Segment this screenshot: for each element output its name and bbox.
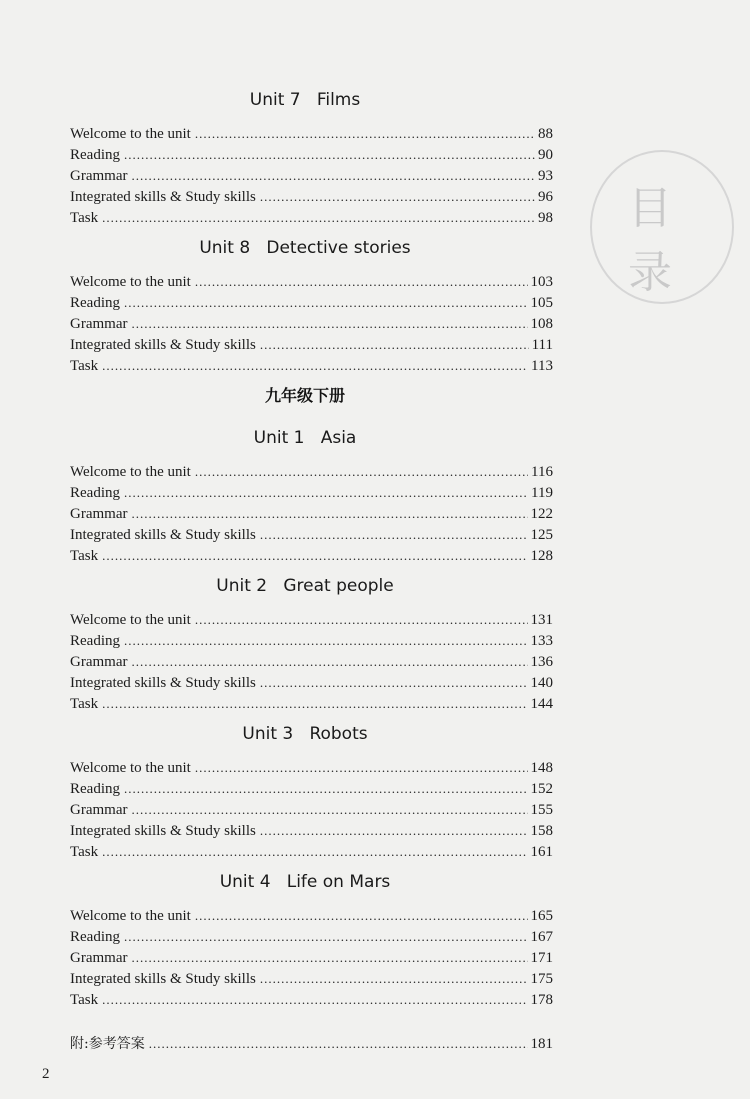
entry-label: Task	[70, 548, 99, 564]
entry-label: Reading	[70, 485, 120, 501]
entry-label: Task	[70, 696, 99, 712]
entry-label: Welcome to the unit	[70, 760, 191, 776]
entry-page-number: 88	[538, 126, 553, 142]
entry-page-number: 128	[530, 548, 553, 564]
toc-entry[interactable]	[70, 778, 553, 799]
entry-label: Grammar	[70, 654, 128, 670]
unit-heading	[0, 576, 610, 596]
entry-label: Task	[70, 210, 99, 226]
dot-leader	[102, 355, 528, 376]
entry-label: Integrated skills & Study skills	[70, 823, 256, 839]
toc-entry[interactable]	[70, 905, 553, 926]
toc-entry[interactable]	[70, 630, 553, 651]
entry-label: Reading	[70, 929, 120, 945]
toc-entry[interactable]	[70, 693, 553, 714]
toc-entry[interactable]	[70, 545, 553, 566]
unit-heading	[0, 428, 610, 448]
entry-label: Reading	[70, 633, 120, 649]
dot-leader	[195, 123, 535, 144]
toc-entry[interactable]	[70, 207, 553, 228]
dot-leader	[260, 186, 535, 207]
entry-label: 附:参考答案	[70, 1036, 145, 1052]
toc-entry[interactable]	[70, 334, 553, 355]
unit-heading	[0, 724, 610, 744]
entry-label: Welcome to the unit	[70, 612, 191, 628]
toc-entry[interactable]	[70, 524, 553, 545]
entry-page-number: 133	[530, 633, 553, 649]
entry-page-number: 119	[531, 485, 553, 501]
dot-leader	[102, 989, 527, 1010]
entry-label: Grammar	[70, 802, 128, 818]
entry-label: Integrated skills & Study skills	[70, 971, 256, 987]
dot-leader	[124, 926, 528, 947]
dot-leader	[260, 672, 528, 693]
dot-leader	[149, 1033, 528, 1054]
entry-label: Integrated skills & Study skills	[70, 337, 256, 353]
entry-label: Reading	[70, 147, 120, 163]
entry-page-number: 122	[530, 506, 553, 522]
toc-entry[interactable]	[70, 609, 553, 630]
entry-page-number: 131	[530, 612, 553, 628]
dot-leader	[102, 841, 527, 862]
entry-page-number: 136	[530, 654, 553, 670]
unit-heading	[0, 90, 610, 110]
entry-label: Task	[70, 844, 99, 860]
entry-page-number: 116	[531, 464, 553, 480]
entry-label: Grammar	[70, 316, 128, 332]
toc-entry[interactable]	[70, 757, 553, 778]
entry-page-number: 158	[530, 823, 553, 839]
dot-leader	[124, 144, 535, 165]
unit-heading	[0, 238, 610, 258]
unit-name: Detective stories	[266, 238, 411, 258]
dot-leader	[131, 651, 527, 672]
dot-leader	[102, 207, 535, 228]
toc-entry[interactable]	[70, 482, 553, 503]
entry-label: Integrated skills & Study skills	[70, 675, 256, 691]
stamp-char-1: 目	[628, 183, 672, 234]
entry-page-number: 167	[530, 929, 553, 945]
dot-leader	[131, 947, 527, 968]
unit-number: Unit 2	[216, 576, 268, 596]
entry-page-number: 103	[530, 274, 553, 290]
dot-leader	[260, 820, 528, 841]
toc-entry[interactable]	[70, 123, 553, 144]
entry-page-number: 144	[530, 696, 553, 712]
entry-label: Grammar	[70, 168, 128, 184]
toc-entry[interactable]	[70, 672, 553, 693]
entry-page-number: 93	[538, 168, 553, 184]
entry-label: Welcome to the unit	[70, 126, 191, 142]
entry-label: Reading	[70, 781, 120, 797]
entry-page-number: 113	[531, 358, 553, 374]
dot-leader	[195, 271, 528, 292]
dot-leader	[124, 482, 528, 503]
toc-entry[interactable]	[70, 355, 553, 376]
toc-entry[interactable]	[70, 947, 553, 968]
dot-leader	[124, 778, 528, 799]
toc-entry[interactable]	[70, 926, 553, 947]
dot-leader	[195, 609, 528, 630]
dot-leader	[131, 799, 527, 820]
dot-leader	[195, 905, 528, 926]
unit-name: Robots	[309, 724, 368, 744]
dot-leader	[131, 503, 527, 524]
stamp-char-2: 录	[628, 247, 672, 298]
toc-entry[interactable]	[70, 841, 553, 862]
dot-leader	[124, 630, 528, 651]
dot-leader	[102, 545, 527, 566]
entry-page-number: 152	[530, 781, 553, 797]
entry-page-number: 161	[530, 844, 553, 860]
entry-page-number: 96	[538, 189, 553, 205]
unit-heading	[0, 872, 610, 892]
dot-leader	[131, 313, 527, 334]
toc-entry[interactable]	[70, 292, 553, 313]
unit-number: Unit 8	[199, 238, 251, 258]
dot-leader	[131, 165, 535, 186]
unit-name: Films	[316, 90, 361, 110]
unit-name: Life on Mars	[286, 872, 391, 892]
toc-entry[interactable]	[70, 799, 553, 820]
entry-label: Grammar	[70, 506, 128, 522]
entry-label: Task	[70, 358, 99, 374]
unit-number: Unit 7	[249, 90, 301, 110]
entry-page-number: 105	[530, 295, 553, 311]
entry-label: Welcome to the unit	[70, 274, 191, 290]
unit-name: Asia	[320, 428, 357, 448]
entry-page-number: 155	[530, 802, 553, 818]
toc-entry[interactable]	[70, 820, 553, 841]
toc-entry[interactable]	[70, 186, 553, 207]
toc-entry[interactable]	[70, 503, 553, 524]
unit-number: Unit 1	[253, 428, 305, 448]
entry-label: Welcome to the unit	[70, 464, 191, 480]
dot-leader	[260, 334, 529, 355]
entry-label: Task	[70, 992, 99, 1008]
entry-page-number: 90	[538, 147, 553, 163]
toc-entry[interactable]	[70, 144, 553, 165]
entry-page-number: 181	[530, 1036, 553, 1052]
appendix-entry[interactable]	[70, 1033, 553, 1054]
entry-page-number: 98	[538, 210, 553, 226]
entry-page-number: 175	[530, 971, 553, 987]
page-number: 2	[42, 1066, 50, 1082]
entry-label: Reading	[70, 295, 120, 311]
entry-page-number: 140	[530, 675, 553, 691]
dot-leader	[124, 292, 528, 313]
toc-entry[interactable]	[70, 313, 553, 334]
unit-number: Unit 4	[219, 872, 271, 892]
volume-heading: 九年级下册	[264, 386, 345, 405]
dot-leader	[195, 757, 528, 778]
entry-page-number: 171	[530, 950, 553, 966]
toc-entry[interactable]	[70, 271, 553, 292]
entry-page-number: 108	[530, 316, 553, 332]
unit-number: Unit 3	[242, 724, 294, 744]
toc-entry[interactable]	[70, 968, 553, 989]
toc-entry[interactable]	[70, 165, 553, 186]
entry-label: Welcome to the unit	[70, 908, 191, 924]
entry-label: Integrated skills & Study skills	[70, 527, 256, 543]
dot-leader	[260, 968, 528, 989]
toc-entry[interactable]	[70, 461, 553, 482]
toc-entry[interactable]	[70, 651, 553, 672]
entry-page-number: 111	[531, 337, 553, 353]
entry-page-number: 178	[530, 992, 553, 1008]
entry-page-number: 165	[530, 908, 553, 924]
entry-page-number: 125	[530, 527, 553, 543]
entry-label: Grammar	[70, 950, 128, 966]
entry-page-number: 148	[530, 760, 553, 776]
dot-leader	[195, 461, 528, 482]
toc-entry[interactable]	[70, 989, 553, 1010]
dot-leader	[260, 524, 528, 545]
unit-name: Great people	[283, 576, 394, 596]
dot-leader	[102, 693, 527, 714]
entry-label: Integrated skills & Study skills	[70, 189, 256, 205]
